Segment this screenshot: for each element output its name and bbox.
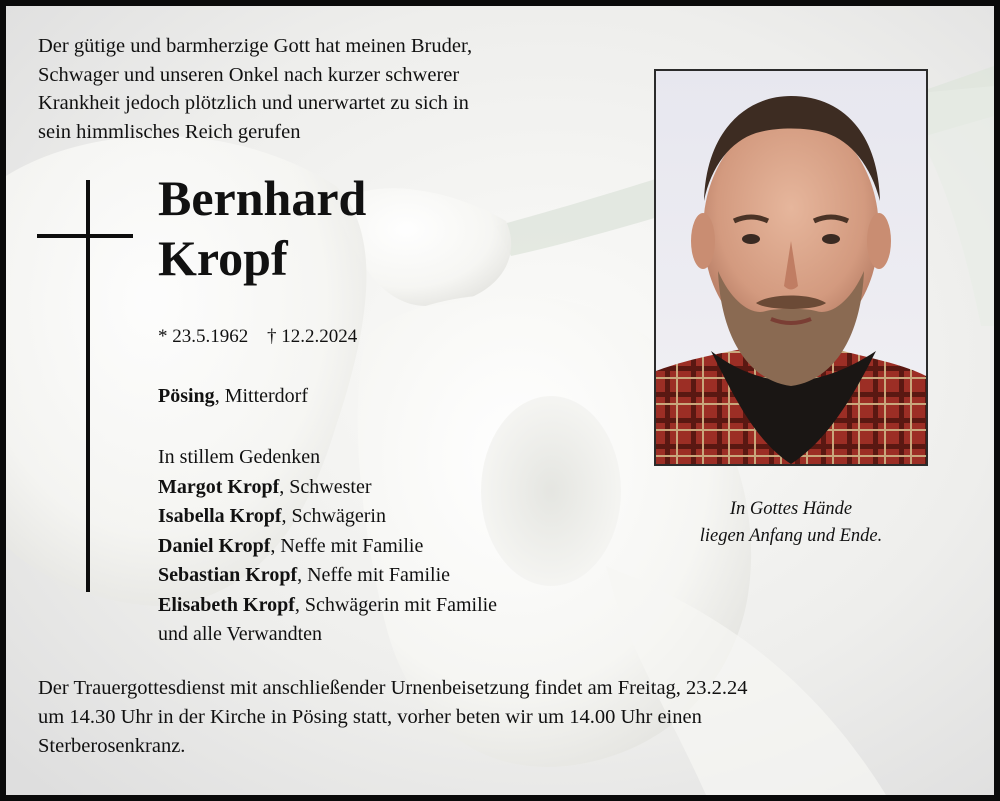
intro-line: Schwager und unseren Onkel nach kurzer schwerer: [38, 63, 460, 86]
mourner-name: Isabella Kropf: [158, 505, 282, 527]
last-name: Kropf: [158, 230, 288, 286]
mourner-row: [158, 473, 497, 503]
deceased-name: [158, 168, 366, 288]
quote-line: liegen Anfang und Ende.: [699, 526, 883, 546]
portrait-illustration: [656, 71, 926, 464]
intro-line: Der gütige und barmherzige Gott hat meinen Bruder,: [38, 35, 473, 57]
mourner-name: Elisabeth Kropf: [158, 593, 295, 616]
cross-vertical-bar: [86, 180, 90, 592]
town: Pösing: [158, 385, 215, 407]
first-name: Bernhard: [158, 170, 367, 226]
cross-horizontal-bar: [37, 234, 133, 238]
portrait-photo: [654, 69, 928, 466]
mourner-relation: , Schwester: [279, 475, 372, 498]
mourner-name: Sebastian Kropf: [158, 564, 298, 586]
birth-date: * 23.5.1962: [158, 326, 249, 347]
service-line: Sterberosenkranz.: [38, 735, 186, 757]
intro-line: sein himmlisches Reich gerufen: [38, 120, 301, 143]
mourner-relation: , Neffe mit Familie: [297, 564, 451, 586]
service-line: um 14.30 Uhr in der Kirche in Pösing statt, vorher beten wir um 14.00 Uhr einen: [38, 706, 702, 728]
mourner-row: [158, 502, 497, 532]
mourner-row: [158, 561, 497, 591]
quote-line: In Gottes Hände: [729, 499, 853, 519]
mourner-relation: , Schwägerin mit Familie: [294, 593, 498, 616]
service-announcement: [38, 674, 968, 761]
intro-text: [38, 32, 618, 146]
life-dates: [158, 324, 357, 350]
mourner-name: Margot Kropf: [158, 475, 280, 498]
mourner-row: [158, 591, 497, 621]
intro-line: Krankheit jedoch plötzlich und unerwartet zu sich in: [38, 92, 469, 114]
mourner-name: Daniel Kropf: [158, 534, 271, 557]
service-line: Der Trauergottesdienst mit anschließender Urnenbeisetzung findet am Freitag, 23.2.24: [38, 677, 748, 699]
mourners-heading: In stillem Gedenken: [158, 446, 321, 468]
mourner-relation: , Neffe mit Familie: [270, 534, 424, 557]
residence: [158, 382, 308, 410]
bible-quote: [654, 496, 928, 550]
mourners-closing: und alle Verwandten: [158, 623, 323, 645]
mourner-relation: , Schwägerin: [281, 505, 386, 527]
death-date: † 12.2.2024: [267, 326, 358, 347]
mourner-row: [158, 532, 497, 562]
district: , Mitterdorf: [214, 385, 308, 407]
mourners-block: [158, 443, 497, 650]
